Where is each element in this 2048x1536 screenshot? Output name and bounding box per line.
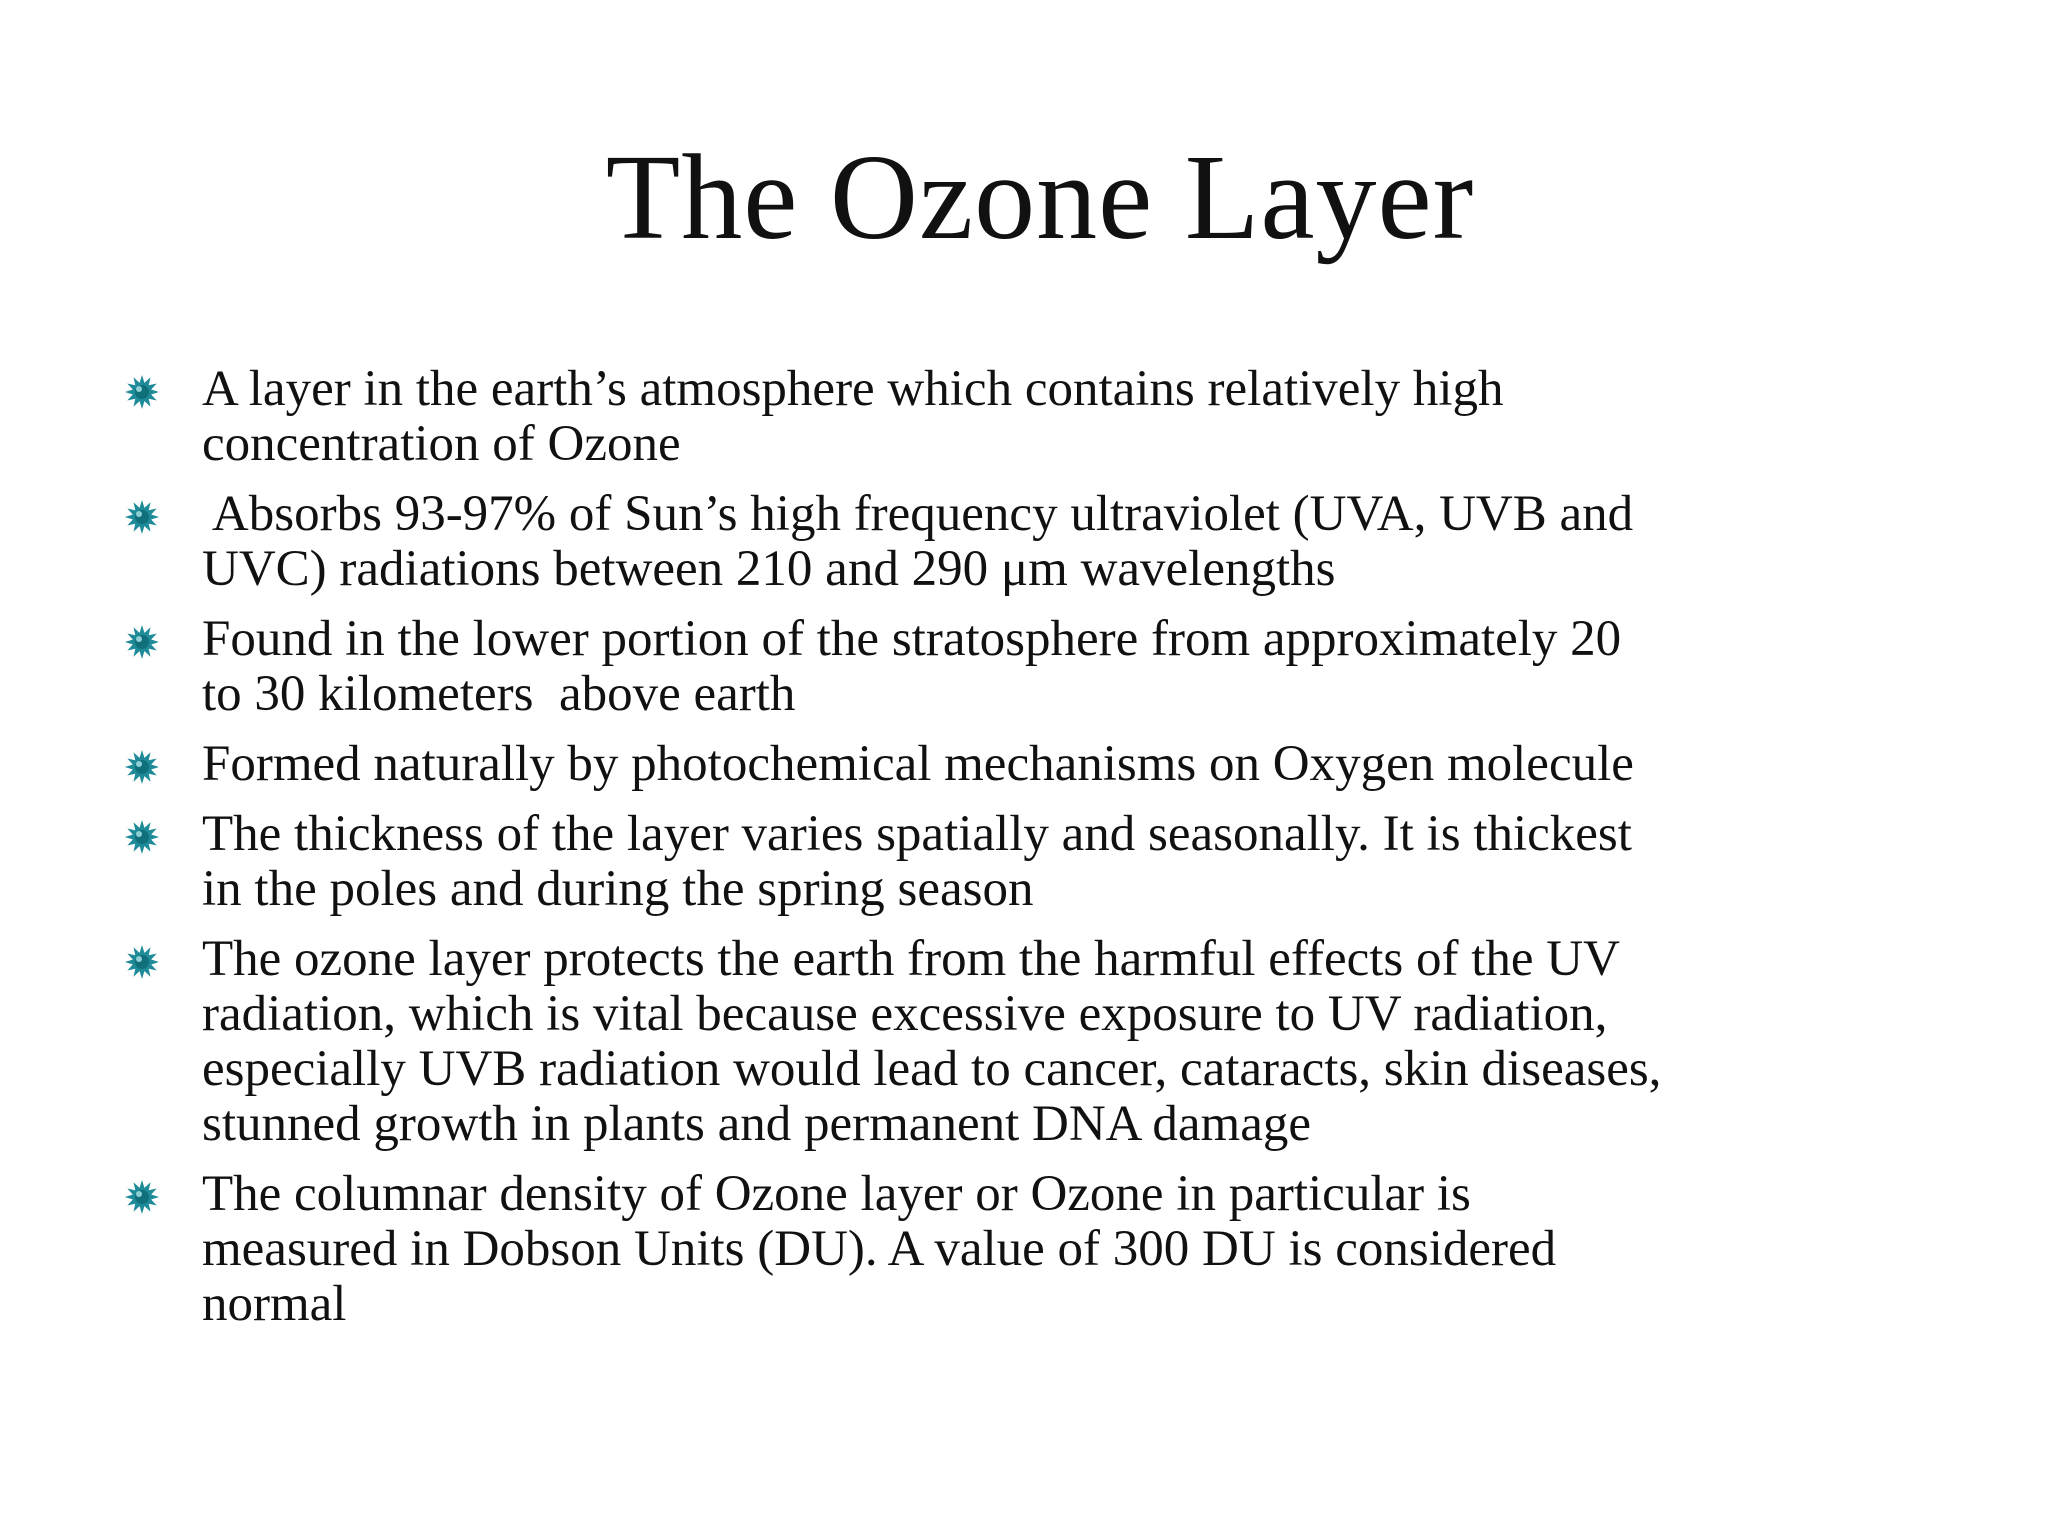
bullet-line: concentration of Ozone [202, 416, 681, 472]
bullet-line: Formed naturally by photochemical mechanisms on Oxygen molecule [202, 736, 1634, 792]
bullet-line: radiation, which is vital because excessive exposure to UV radiation, [202, 986, 1608, 1042]
bullet-line: The columnar density of Ozone layer or Ozone in particular is [202, 1166, 1471, 1222]
bullet-line: to 30 kilometers above earth [202, 666, 796, 722]
teal-starburst-bullet-icon [124, 944, 160, 980]
teal-starburst-bullet-icon [124, 499, 160, 535]
starburst-highlight [136, 636, 142, 642]
starburst-highlight [136, 511, 142, 517]
starburst-highlight [136, 386, 142, 392]
starburst-highlight [136, 761, 142, 767]
bullet-line: measured in Dobson Units (DU). A value of 300 DU is considered [202, 1221, 1557, 1277]
bullet-line: in the poles and during the spring season [202, 861, 1034, 917]
bullet-line: normal [202, 1276, 347, 1332]
bullet-line: The ozone layer protects the earth from the harmful effects of the UV [202, 931, 1620, 987]
bullet-item [124, 487, 1964, 597]
bullet-item [124, 612, 1964, 722]
bullet-item [124, 807, 1964, 917]
bullet-line: UVC) radiations between 210 and 290 μm wavelengths [202, 541, 1336, 597]
bullet-line: Absorbs 93-97% of Sun’s high frequency ultraviolet (UVA, UVB and [202, 486, 1634, 542]
starburst-highlight [136, 1191, 142, 1197]
bullet-item [124, 932, 1964, 1152]
bullet-list [124, 362, 1964, 1347]
slide-title: The Ozone Layer [605, 130, 1475, 265]
teal-starburst-bullet-icon [124, 1179, 160, 1215]
starburst-highlight [136, 956, 142, 962]
teal-starburst-bullet-icon [124, 374, 160, 410]
bullet-line: Found in the lower portion of the stratosphere from approximately 20 [202, 611, 1622, 667]
bullet-item [124, 362, 1964, 472]
bullet-line: A layer in the earth’s atmosphere which contains relatively high [202, 361, 1504, 417]
teal-starburst-bullet-icon [124, 624, 160, 660]
bullet-line: The thickness of the layer varies spatially and seasonally. It is thickest [202, 806, 1632, 862]
teal-starburst-bullet-icon [124, 749, 160, 785]
bullet-item [124, 737, 1964, 792]
teal-starburst-bullet-icon [124, 819, 160, 855]
starburst-highlight [136, 831, 142, 837]
bullet-item [124, 1167, 1964, 1332]
bullet-line: stunned growth in plants and permanent DNA damage [202, 1096, 1312, 1152]
bullet-line: especially UVB radiation would lead to cancer, cataracts, skin diseases, [202, 1041, 1662, 1097]
